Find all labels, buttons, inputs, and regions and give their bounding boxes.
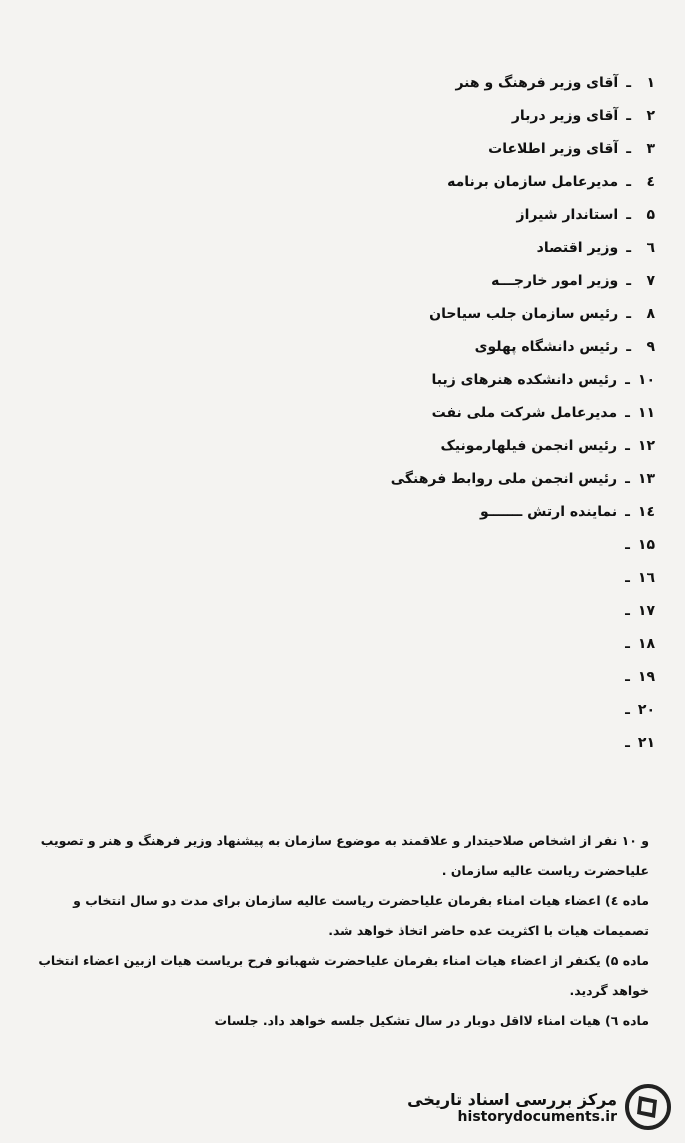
item-text: رئیس سازمان جلب سیاحان: [429, 305, 619, 322]
item-dash: ـ: [626, 239, 631, 256]
item-number: ۵: [646, 206, 655, 223]
list-item: [25, 297, 655, 330]
item-number: ۲۱: [637, 734, 655, 751]
item-dash: ـ: [625, 569, 630, 586]
item-number: ۲۰: [637, 701, 655, 718]
item-text: نماینده ارتش ـــــــو: [479, 503, 618, 520]
item-text: رئیس دانشکده هنرهای زیبا: [431, 371, 618, 388]
list-item: [25, 627, 655, 660]
paragraph: ماده ٦) هیات امناء لااقل دوبار در سال تشکیل جلسه خواهد داد. جلسات: [214, 1013, 649, 1028]
item-number: ۱۳: [637, 470, 655, 487]
item-text: آقای وزیر دربار: [511, 107, 619, 124]
item-dash: ـ: [625, 701, 630, 718]
item-dash: ـ: [625, 536, 630, 553]
item-number: ۱۰: [637, 371, 655, 388]
item-text: استاندار شیراز: [516, 206, 619, 223]
item-dash: ـ: [626, 74, 631, 91]
list-item: [25, 132, 655, 165]
item-number: ۹: [646, 338, 655, 355]
item-dash: ـ: [626, 140, 631, 157]
item-text: آقای وزیر فرهنگ و هنر: [455, 74, 619, 91]
watermark-title: مرکز بررسی اسناد تاریخی: [407, 1089, 617, 1109]
list-item: [25, 429, 655, 462]
item-dash: ـ: [625, 404, 630, 421]
paragraph: و ۱۰ نفر از اشخاص صلاحیتدار و علاقمند به موضوع سازمان به پیشنهاد وزیر فرهنگ و هنر و تصویب علیاحضرت ریاست عالیه سازمان .: [40, 833, 649, 878]
item-dash: ـ: [625, 371, 630, 388]
watermark-text: [407, 1090, 617, 1125]
item-text: وزیر اقتصاد: [536, 239, 619, 256]
item-dash: ـ: [625, 470, 630, 487]
item-text: آقای وزیر اطلاعات: [488, 140, 619, 157]
archive-logo-icon: [625, 1084, 671, 1130]
paragraph: ماده ٤) اعضاء هیات امناء بفرمان علیاحضرت ریاست عالیه سازمان برای مدت دو سال انتخاب و تصمیمات هیات با اکثریت عده حاضر اتخاذ خواهد شد.: [73, 893, 649, 938]
item-dash: ـ: [626, 305, 631, 322]
list-item: [25, 726, 655, 759]
list-item: [25, 330, 655, 363]
item-dash: ـ: [626, 107, 631, 124]
list-item: [25, 528, 655, 561]
list-item: [25, 396, 655, 429]
item-dash: ـ: [625, 602, 630, 619]
item-text: رئیس دانشگاه پهلوی: [474, 338, 619, 355]
item-number: ۲: [646, 107, 655, 124]
item-dash: ـ: [626, 173, 631, 190]
list-item: [25, 165, 655, 198]
list-item: [25, 363, 655, 396]
item-text: مدیرعامل سازمان برنامه: [447, 173, 619, 190]
item-dash: ـ: [625, 503, 630, 520]
archive-watermark: [371, 1079, 671, 1135]
document-body: [37, 826, 649, 1036]
list-item: [25, 198, 655, 231]
list-item: [25, 264, 655, 297]
list-item: [25, 561, 655, 594]
item-text: مدیرعامل شرکت ملی نفت: [431, 404, 618, 421]
item-number: ۱٦: [637, 569, 655, 586]
item-number: ۱۷: [637, 602, 655, 619]
list-item: [25, 99, 655, 132]
item-number: ۳: [646, 140, 655, 157]
list-item: [25, 462, 655, 495]
item-dash: ـ: [626, 272, 631, 289]
item-dash: ـ: [625, 437, 630, 454]
member-list: [25, 66, 655, 759]
item-dash: ـ: [625, 635, 630, 652]
item-number: ۱۵: [637, 536, 655, 553]
item-number: ۱۹: [637, 668, 655, 685]
item-dash: ـ: [626, 206, 631, 223]
list-item: [25, 693, 655, 726]
item-text: رئیس انجمن فیلهارمونیک: [440, 437, 618, 454]
list-item: [25, 495, 655, 528]
item-number: ٦: [646, 239, 655, 256]
list-item: [25, 66, 655, 99]
watermark-url: historydocuments.ir: [457, 1108, 617, 1125]
item-number: ٤: [646, 173, 655, 190]
list-item: [25, 660, 655, 693]
item-number: ۱۸: [637, 635, 655, 652]
item-text: وزیر امور خارجـــه: [491, 272, 619, 289]
item-number: ۱: [646, 74, 655, 91]
item-dash: ـ: [626, 338, 631, 355]
item-number: ۱۲: [637, 437, 655, 454]
paragraph: ماده ۵) یکنفر از اعضاء هیات امناء بفرمان علیاحضرت شهبانو فرح بریاست هیات ازبین اعضاء انتخاب خواهد گردید.: [38, 953, 649, 998]
item-number: ۱٤: [637, 503, 655, 520]
item-dash: ـ: [625, 668, 630, 685]
item-text: رئیس انجمن ملی روابط فرهنگی: [390, 470, 618, 487]
item-number: ۷: [646, 272, 655, 289]
item-dash: ـ: [625, 734, 630, 751]
list-item: [25, 594, 655, 627]
item-number: ۱۱: [637, 404, 655, 421]
item-number: ۸: [646, 305, 655, 322]
list-item: [25, 231, 655, 264]
